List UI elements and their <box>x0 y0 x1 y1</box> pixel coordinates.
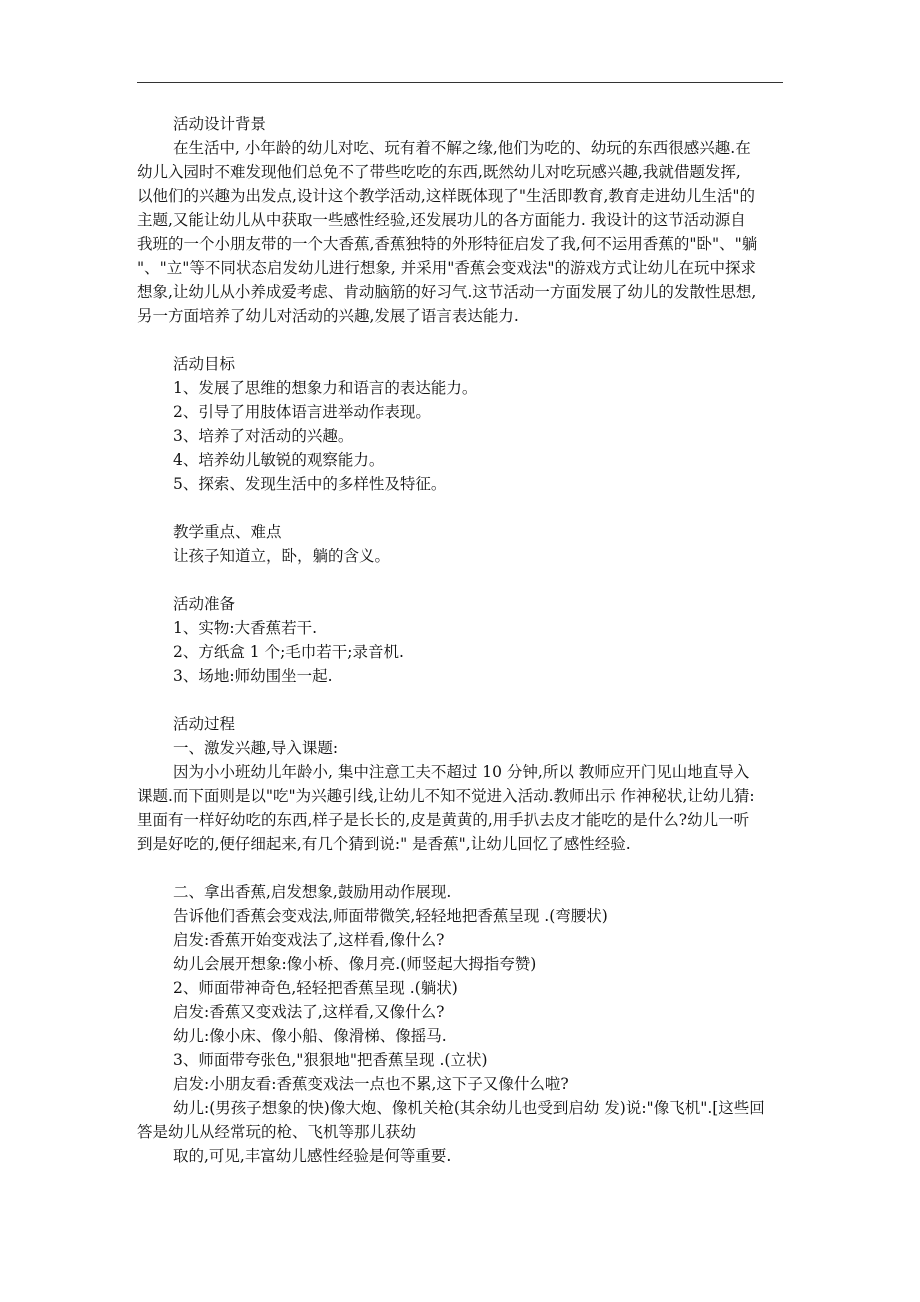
focus-text: 让孩子知道立，卧，躺的含义。 <box>173 547 391 565</box>
list-item: 2、方纸盒 1 个;毛巾若干;录音机. <box>173 643 404 661</box>
paragraph-line: 3、师面带夸张色,"狠狠地"把香蕉呈现 .(立状) <box>173 1051 488 1069</box>
document-body <box>137 112 787 1168</box>
list-item: 4、培养幼儿敏锐的观察能力。 <box>173 451 385 469</box>
list-item: 5、探索、发现生活中的多样性及特征。 <box>173 475 447 493</box>
paragraph-line: 幼儿:像小床、像小船、像滑梯、像摇马. <box>173 1027 447 1045</box>
section-heading-process: 活动过程 <box>173 715 236 733</box>
paragraph-line: 主题,又能让幼儿从中获取一些感性经验,还发展功儿的各方面能力. 我设计的这节活动源自 <box>137 211 746 229</box>
header-rule <box>137 82 783 83</box>
paragraph-line: 取的,可见,丰富幼儿感性经验是何等重要. <box>173 1147 452 1165</box>
paragraph-line: 因为小小班幼儿年龄小, 集中注意工夫不超过 10 分钟,所以 教师应开门见山地直导入 <box>173 763 750 781</box>
section-heading-background: 活动设计背景 <box>173 115 267 133</box>
paragraph-line: 我班的一个小朋友带的一个大香蕉,香蕉独特的外形特征启发了我,何不运用香蕉的"卧"、"躺 <box>137 235 758 253</box>
paragraph-line: 启发:小朋友看:香蕉变戏法一点也不累,这下子又像什么啦? <box>173 1075 569 1093</box>
paragraph-line: 幼儿:(男孩子想象的快)像大炮、像机关枪(其余幼儿也受到启幼 发)说:"像飞机".[这些回 <box>173 1099 765 1117</box>
list-item: 3、培养了对活动的兴趣。 <box>173 427 354 445</box>
section-heading-prep: 活动准备 <box>173 595 236 613</box>
list-item: 3、场地:师幼围坐一起. <box>173 667 333 685</box>
paragraph-line: 幼儿入园时不难发现他们总免不了带些吃吃的东西,既然幼儿对吃玩感兴趣,我就借题发挥, <box>137 163 741 181</box>
paragraph-line: 启发:香蕉开始变戏法了,这样看,像什么? <box>173 931 445 949</box>
paragraph-line: 启发:香蕉又变戏法了,这样看,又像什么? <box>173 1003 445 1021</box>
paragraph-line: 课题.而下面则是以"吃"为兴趣引线,让幼儿不知不觉进入活动.教师出示 作神秘状,让幼儿猜: <box>137 787 755 805</box>
step-title: 一、激发兴趣,导入课题: <box>173 739 339 757</box>
paragraph-line: 以他们的兴趣为出发点,设计这个教学活动,这样既体现了"生活即教育,教育走进幼儿生活"的 <box>137 187 756 205</box>
paragraph-line: 到是好吃的,便仔细起来,有几个猜到说:" 是香蕉",让幼儿回忆了感性经验. <box>137 835 631 853</box>
paragraph-line: 另一方面培养了幼儿对活动的兴趣,发展了语言表达能力. <box>137 307 519 325</box>
paragraph-line: 在生活中, 小年龄的幼儿对吃、玩有着不解之缘,他们为吃的、幼玩的东西很感兴趣.在 <box>173 139 751 157</box>
paragraph-line: 想象,让幼儿从小养成爱考虑、肯动脑筋的好习气.这节活动一方面发展了幼儿的发散性思想, <box>137 283 757 301</box>
paragraph-line: "、"立"等不同状态启发幼儿进行想象, 并采用"香蕉会变戏法"的游戏方式让幼儿在玩中探求 <box>137 259 757 277</box>
paragraph-line: 幼儿会展开想象:像小桥、像月亮.(师竖起大拇指夸赞) <box>173 955 537 973</box>
paragraph-line: 里面有一样好幼吃的东西,样子是长长的,皮是黄黄的,用手扒去皮才能吃的是什么?幼儿一听 <box>137 811 750 829</box>
list-item: 1、实物:大香蕉若干. <box>173 619 318 637</box>
paragraph-line: 答是幼儿从经常玩的枪、飞机等那儿获幼 <box>137 1123 417 1141</box>
section-heading-goals: 活动目标 <box>173 355 236 373</box>
list-item: 1、发展了思维的想象力和语言的表达能力。 <box>173 379 478 397</box>
paragraph-line: 告诉他们香蕉会变戏法,师面带微笑,轻轻地把香蕉呈现 .(弯腰状) <box>173 907 608 925</box>
section-heading-focus: 教学重点、难点 <box>173 523 282 541</box>
list-item: 2、引导了用肢体语言进举动作表现。 <box>173 403 431 421</box>
step-title: 二、拿出香蕉,启发想象,鼓励用动作展现. <box>173 883 452 901</box>
paragraph-line: 2、师面带神奇色,轻轻把香蕉呈现 .(躺状) <box>173 979 458 997</box>
